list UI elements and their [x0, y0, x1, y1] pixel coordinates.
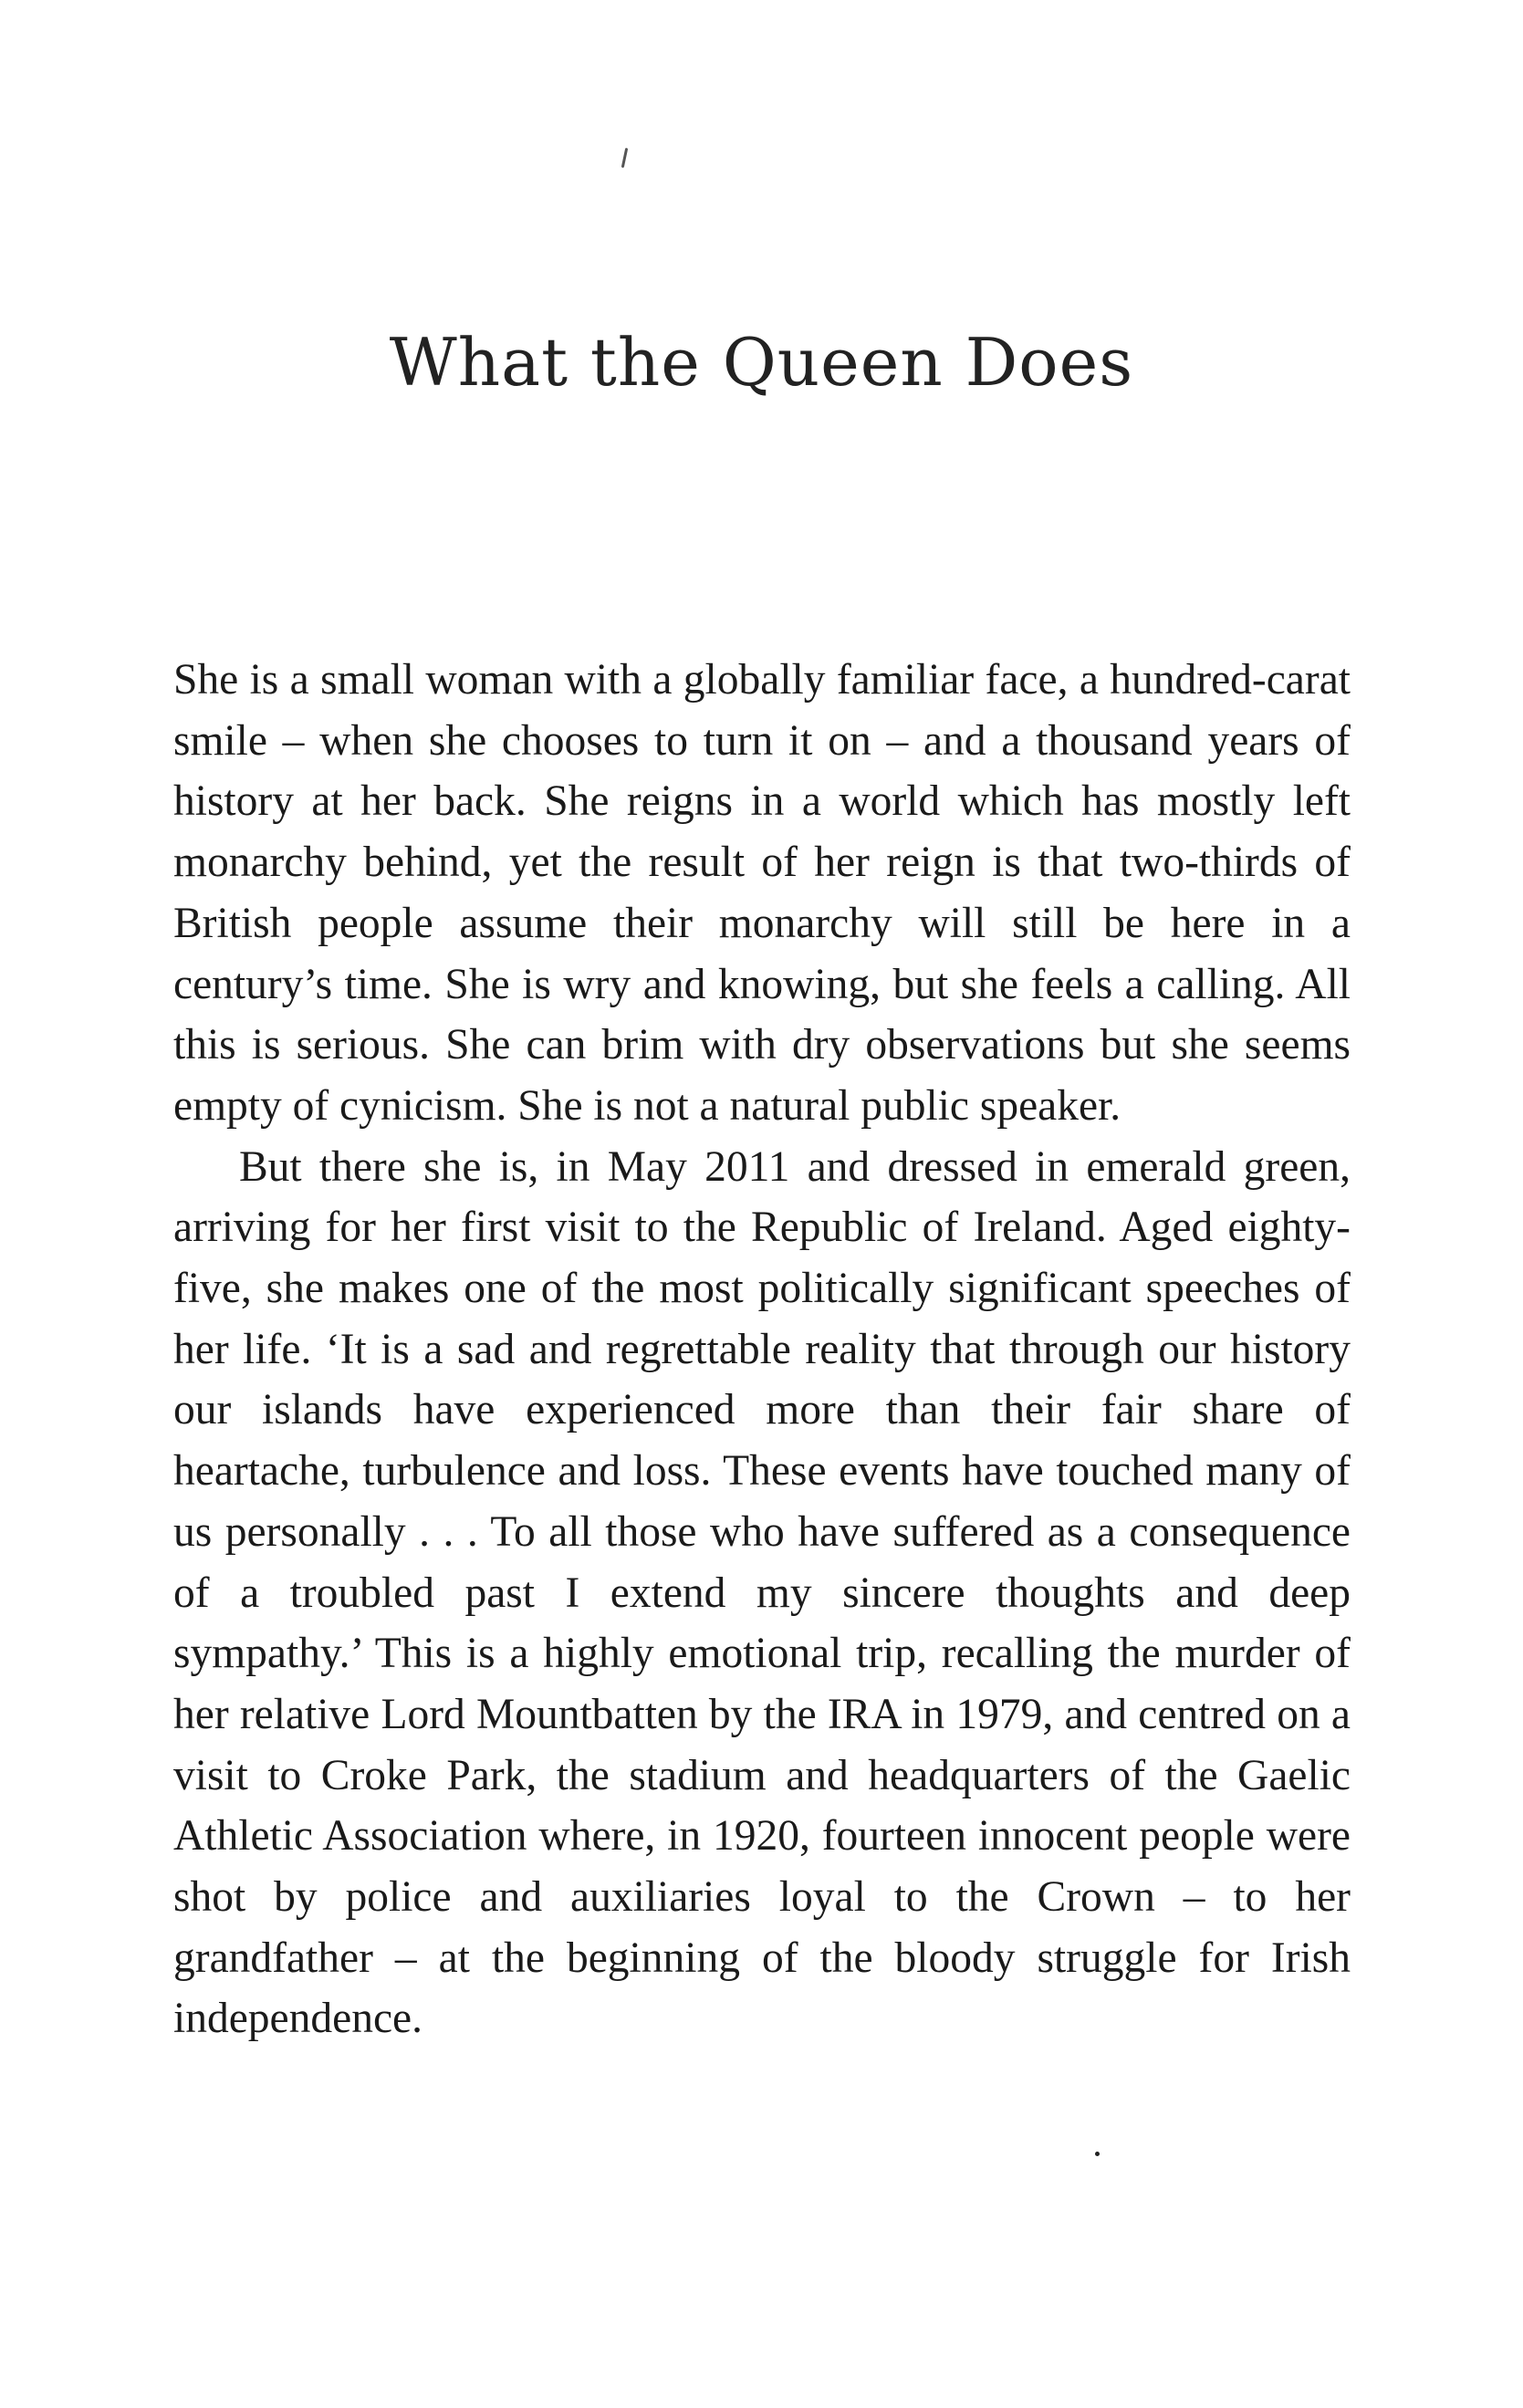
- scan-dot-mark: [1095, 2152, 1100, 2156]
- chapter-title: What the Queen Does: [389, 324, 1134, 401]
- body-text: [173, 650, 1351, 2049]
- paragraph-2: But there she is, in May 2011 and dressed in emerald green, arriving for her first visit to the Republic of Ireland. Aged eighty-five, she makes one of the most politically significant speeches of her life. ‘It is a sad and regrettable reality that through our history our islands have experienced more than their fair share of heartache, turbulence and loss. These events have touched many of us personally . . . To all those who have suffered as a consequence of a troubled past I extend my sincere thoughts and deep sympathy.’ This is a highly emotional trip, recalling the murder of her relative Lord Mountbatten by the IRA in 1979, and centred on a visit to Croke Park, the stadium and headquarters of the Gaelic Athletic Association where, in 1920, fourteen innocent people were shot by police and auxiliaries loyal to the Crown – to her grandfather – at the beginning of the bloody struggle for Irish independence.: [173, 1142, 1351, 2043]
- paragraph-1: She is a small woman with a globally familiar face, a hundred-carat smile – when she chooses to turn it on – and a thousand years of history at her back. She reigns in a world which has mostly left monarchy behind, yet the result of her reign is that two-thirds of British people assume their monarchy will still be here in a century’s time. She is wry and knowing, but she feels a calling. All this is serious. She can brim with dry observations but she seems empty of cynicism. She is not a natural public speaker.: [173, 656, 1351, 1130]
- scan-speck-mark: [621, 148, 629, 168]
